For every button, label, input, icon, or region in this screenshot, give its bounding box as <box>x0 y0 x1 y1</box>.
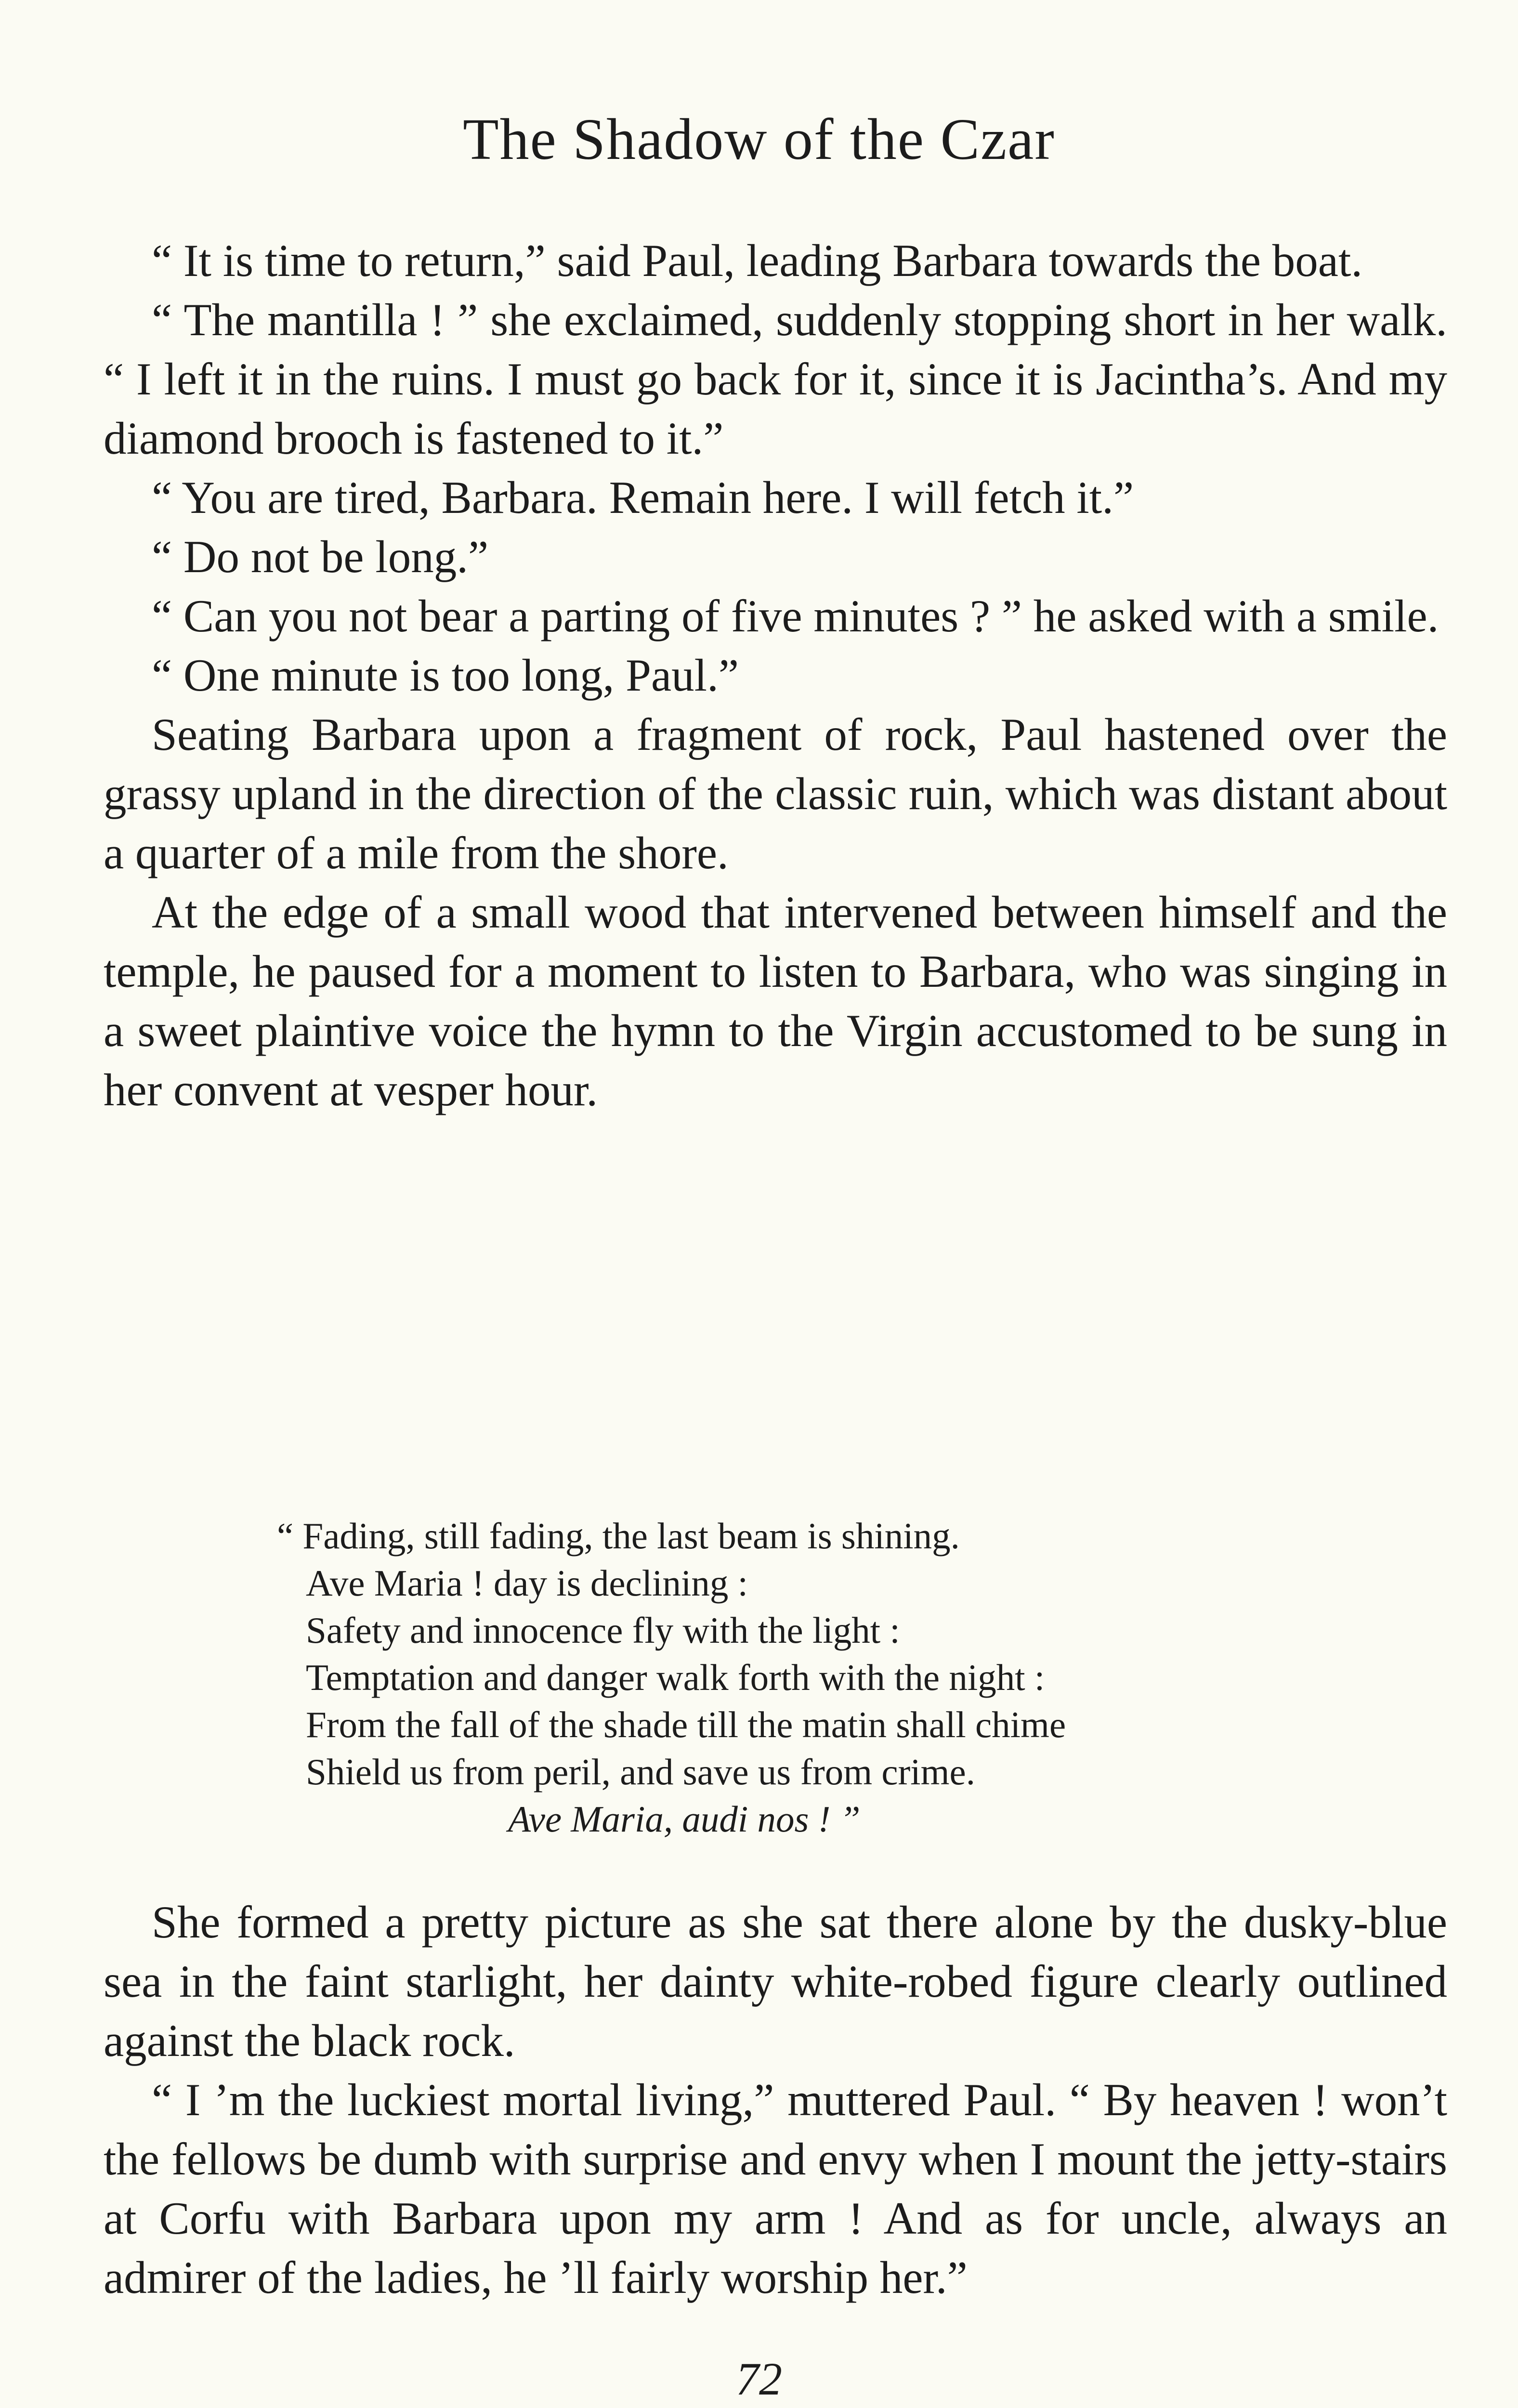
paragraph: At the edge of a small wood that intervened between himself and the temple, he paused for a moment to listen to Barbara, who was singing in a sweet plaintive voice the hymn to the Virgin accustomed to be sung in her convent at vesper hour. <box>104 887 1447 1115</box>
verse-line: Ave Maria ! day is declining : <box>306 1562 748 1604</box>
body-text-bottom <box>104 1893 1447 2307</box>
page-number: 72 <box>736 2353 782 2405</box>
body-text-top <box>104 231 1447 1120</box>
hymn-verse <box>277 1512 1385 1843</box>
verse-line: Safety and innocence fly with the light : <box>306 1610 900 1651</box>
paragraph: “ You are tired, Barbara. Remain here. I will fetch it.” <box>152 472 1134 523</box>
paragraph: “ I ’m the luckiest mortal living,” muttered Paul. “ By heaven ! won’t the fellows be dumb with surprise and envy when I mount the jetty-stairs at Corfu with Barbara upon my arm ! And as for uncle, always an admirer of the ladies, he ’ll fairly worship her.” <box>104 2074 1447 2303</box>
verse-line: Shield us from peril, and save us from crime. <box>306 1751 975 1793</box>
paragraph: “ The mantilla ! ” she exclaimed, suddenly stopping short in her walk. “ I left it in the ruins. I must go back for it, since it is Jacintha’s. And my diamond brooch is fastened to it.” <box>104 294 1447 464</box>
verse-line: Temptation and danger walk forth with the night : <box>306 1657 1045 1698</box>
paragraph: “ Can you not bear a parting of five minutes ? ” he asked with a smile. <box>152 590 1439 641</box>
paragraph: “ It is time to return,” said Paul, leading Barbara towards the boat. <box>152 235 1363 286</box>
paragraph: She formed a pretty picture as she sat there alone by the dusky-blue sea in the faint starlight, her dainty white-robed figure clearly outlined against the black rock. <box>104 1897 1447 2066</box>
verse-line: “ Fading, still fading, the last beam is shining. <box>277 1515 960 1557</box>
paragraph: “ One minute is too long, Paul.” <box>152 650 739 701</box>
verse-line: From the fall of the shade till the matin shall chime <box>306 1704 1066 1745</box>
running-head: The Shadow of the Czar <box>463 107 1055 172</box>
paragraph: Seating Barbara upon a fragment of rock, Paul hastened over the grassy upland in the direction of the classic ruin, which was distant about a quarter of a mile from the shore. <box>104 709 1447 878</box>
paragraph: “ Do not be long.” <box>152 531 489 582</box>
verse-refrain: Ave Maria, audi nos ! ” <box>508 1798 861 1840</box>
